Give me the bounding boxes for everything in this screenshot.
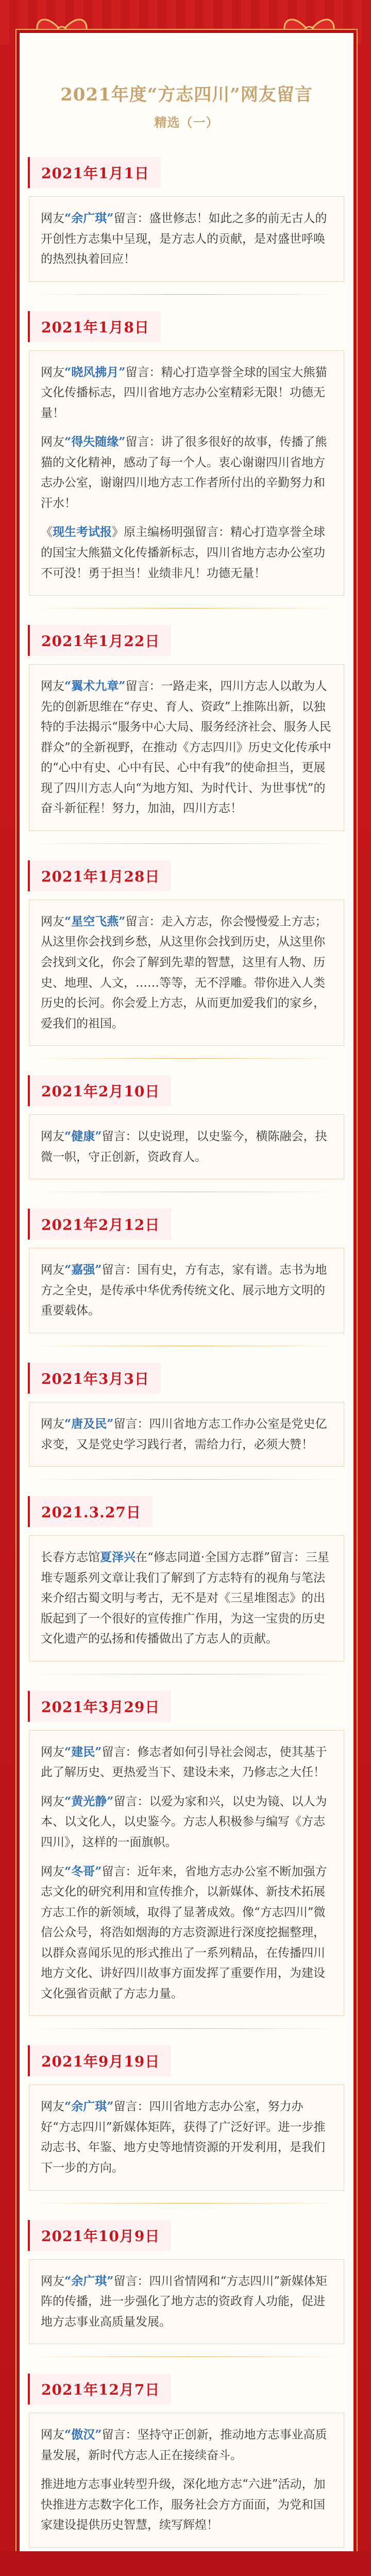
comment-entry [16, 844, 357, 1059]
page-title: 2021年度“方志四川”网友留言 [60, 84, 313, 105]
commenter-name: “余广琪” [64, 211, 114, 225]
comment-entry [16, 1674, 357, 2029]
comment-prefix: 网友 [41, 1794, 64, 1808]
comment-prefix: 网友 [41, 2428, 64, 2442]
entry-date: 2021年1月22日 [28, 625, 171, 656]
comment-paragraph [41, 2271, 332, 2333]
comment-prefix: 网友 [41, 1417, 64, 1431]
comment-paragraph [41, 2425, 332, 2466]
comment-paragraph [41, 1861, 332, 2005]
comment-entry [16, 2357, 357, 2561]
comment-paragraph [41, 2474, 332, 2536]
comment-card [29, 1535, 344, 1662]
comment-paragraph [41, 1414, 332, 1455]
page-subtitle: 精选（一） [154, 115, 219, 130]
commenter-name: “健康” [64, 1129, 102, 1144]
commenter-name: “建民” [64, 1744, 102, 1759]
commenter-name: 现生考试报 [53, 525, 112, 539]
comment-prefix: 网友 [41, 680, 64, 693]
comment-prefix: 网友 [41, 1865, 64, 1878]
comment-prefix: 网友 [41, 914, 64, 928]
comment-paragraph [41, 432, 332, 514]
commenter-name: “嘉强” [64, 1263, 102, 1277]
comment-paragraph [41, 1260, 332, 1321]
entry-date: 2021年2月10日 [28, 1075, 171, 1106]
comment-card [29, 664, 344, 831]
commenter-name: 夏泽兴 [100, 1550, 136, 1565]
comment-paragraph [41, 1791, 332, 1853]
commenter-name: “余广琪” [64, 2274, 114, 2288]
comment-card [29, 350, 344, 596]
comment-prefix: 网友 [41, 1745, 64, 1759]
entry-date: 2021年1月1日 [28, 157, 161, 188]
comment-prefix: 网友 [41, 212, 64, 225]
entry-date: 2021年1月28日 [28, 860, 171, 891]
comment-text: 留言：盛世修志！如此之多的前无古人的开创性方志集中呈现，是方志人的贡献，是对盛世呼唤的热烈执着回应！ [41, 212, 327, 266]
comment-card [29, 2084, 344, 2190]
comment-entry [16, 1192, 357, 1346]
comment-text: 留言：四川省地方志办公室，努力办好“方志四川”新媒体矩阵，获得了广泛好评。进一步推动志书、年鉴、地方史等地情资源的开发利用，是我们下一步的方向。 [41, 2100, 326, 2175]
comment-entry [16, 1480, 357, 1674]
comment-text: 留言：国有史，方有志，家有谱。志书为地方之全史，是传承中华优秀传统文化、展示地方文明的重要载体。 [41, 1263, 327, 1318]
comment-text: 留言：近年来，省地方志办公室不断加强方志文化的研究利用和宣传推介，以新媒体、新技术拓展方志工作的新领域，取得了显著成效。像“方志四川”微信公众号，将浩如烟海的方志资源进行深度挖掘整理，以群众喜闻乐见的形式推出了一系列精品，在传播四川地方文化、讲好四川故事方面发挥了重要作用，为建设文化强省贡献了方志力量。 [41, 1865, 327, 2001]
commenter-name: “唐及民” [64, 1416, 114, 1431]
comment-entry [16, 1059, 357, 1192]
commenter-name: “傲汉” [64, 2428, 102, 2442]
comment-paragraph [41, 676, 332, 819]
comment-card [29, 1114, 344, 1179]
comment-text: 留言：讲了很多很好的故事，传播了熊猫的文化精神，感动了每一个人。衷心谢谢四川省地方志办公室，谢谢四川地方志工作者所付出的辛勤努力和汗水！ [41, 435, 327, 510]
comment-entry [16, 295, 357, 608]
entry-date: 2021年9月19日 [28, 2045, 171, 2076]
comment-text: 留言：修志者如何引导社会阅志，使其基于此了解历史、更热爱当下、建设未来，乃修志之大任！ [41, 1745, 327, 1780]
comment-text: 留言：四川省地方志工作办公室是党史亿求变，又是党史学习践行者，需给力行，必须大赞！ [41, 1417, 327, 1451]
comment-entry [16, 141, 357, 295]
content-paper [15, 29, 358, 2576]
comment-text: 留言：一路走来，四川方志人以敢为人先的创新思维在“存史、育人、资政”上推陈出新，以独特的手法揭示“服务中心大局、服务经济社会、服务人民群众”的全新视野，在推动《方志四川》历史文化传承中的“心中有史、心中有民、心中有我”的使命担当，更展现了四川方志人向“为地方知、为时代计、为世事忧”的奋斗新征程！努力，加油，四川方志！ [41, 680, 331, 816]
entries-list [16, 141, 357, 2576]
comment-text: 留言：精心打造享誉全球的国宝大熊猫文化传播标志，四川省地方志办公室精彩无限！功德无量！ [41, 365, 327, 420]
comment-prefix: 网友 [41, 435, 64, 449]
commenter-name: “星空飞燕” [64, 914, 126, 928]
entry-date: 2021年10月9日 [28, 2220, 171, 2251]
comment-card [29, 900, 344, 1046]
comment-prefix: 网友 [41, 1130, 64, 1144]
comment-paragraph [41, 362, 332, 424]
comment-card [29, 1402, 344, 1467]
comment-card [29, 196, 344, 282]
footer-decoration [0, 2551, 371, 2576]
content-inner [16, 30, 357, 2576]
comment-entry [16, 2029, 357, 2203]
comment-paragraph [41, 522, 332, 584]
comment-text: 留言：四川省情网和“方志四川”新媒体矩阵的传播，进一步强化了地方志的资政育人功能，促进地方志事业高质量发展。 [41, 2274, 327, 2329]
commenter-name: “冬哥” [64, 1864, 102, 1878]
comment-card [29, 2259, 344, 2345]
comment-prefix: 网友 [41, 2100, 64, 2114]
comment-entry [16, 2204, 357, 2358]
comment-prefix: 长春方志馆 [41, 1551, 100, 1565]
comment-paragraph [41, 2096, 332, 2178]
comment-text: 留言：坚持守正创新，推动地方志事业高质量发展，新时代方志人正在接续奋斗。 [41, 2428, 327, 2462]
commenter-name: “晓风拂月” [64, 365, 126, 379]
comment-text: 推进地方志事业转型升级，深化地方志“六进”活动，加快推进方志数字化工作，服务社会方方面面，为党和国家建设提供历史智慧，续写辉煌！ [41, 2478, 326, 2532]
comment-card [29, 2413, 344, 2548]
comment-card [29, 1248, 344, 1333]
comment-text: 留言：以史说理，以史鉴今，横陈融会，抉微一帜，守正创新，资政育人。 [41, 1130, 327, 1164]
comment-prefix: 网友 [41, 2274, 64, 2288]
entry-date: 2021.3.27日 [28, 1496, 153, 1527]
comment-paragraph [41, 1742, 332, 1783]
entry-date: 2021年1月8日 [28, 311, 161, 342]
comment-text: 在“修志同道·全国方志群”留言：三星堆专题系列文章让我们了解到了方志特有的视角与笔法来介绍古蜀文明与考古，无不是对《三星堆图志》的出版起到了一个很好的宣传推广作用，为这一宝贵的历史文化遗产的弘扬和传播做出了方志人的贡献。 [41, 1551, 329, 1646]
comment-paragraph [41, 1547, 332, 1650]
entry-date: 2021年3月29日 [28, 1691, 171, 1722]
entry-date: 2021年12月7日 [28, 2374, 171, 2404]
comment-prefix: 网友 [41, 365, 64, 379]
comment-paragraph [41, 911, 332, 1034]
comment-paragraph [41, 208, 332, 270]
comment-entry [16, 608, 357, 844]
commenter-name: “翼术九章” [64, 679, 126, 693]
comment-prefix: 《 [41, 526, 53, 539]
commenter-name: “黄光静” [64, 1794, 114, 1808]
comment-text: 留言：走入方志，你会慢慢爱上方志；从这里你会找到乡愁，从这里你会找到历史，从这里你会找到文化，你会了解到先辈的智慧，这里有人物、历史、地理、人文，……等等，无不浮雕。带你进入人类历史的长河。你会爱上方志，从而更加爱我们的家乡，爱我们的祖国。 [41, 914, 327, 1030]
entry-date: 2021年3月3日 [28, 1363, 161, 1394]
entry-date: 2021年2月12日 [28, 1209, 171, 1240]
comment-paragraph [41, 1126, 332, 1167]
commenter-name: “余广琪” [64, 2099, 114, 2114]
comment-entry [16, 1346, 357, 1480]
comment-prefix: 网友 [41, 1263, 64, 1277]
comment-text: 留言：以爱为家和兴，以史为镜、以人为本、以文化人，以史鉴今。方志人积极参与编写《方志四川》，这样的一面旗帜。 [41, 1794, 327, 1849]
commenter-name: “得失随缘” [64, 435, 126, 449]
comment-card [29, 1730, 344, 2016]
comment-text: 》原主编杨明强留言：精心打造享誉全球的国宝大熊猫文化传播新标志，四川省地方志办公室功不可没！勇于担当！业绩非凡！功德无量！ [41, 526, 325, 580]
